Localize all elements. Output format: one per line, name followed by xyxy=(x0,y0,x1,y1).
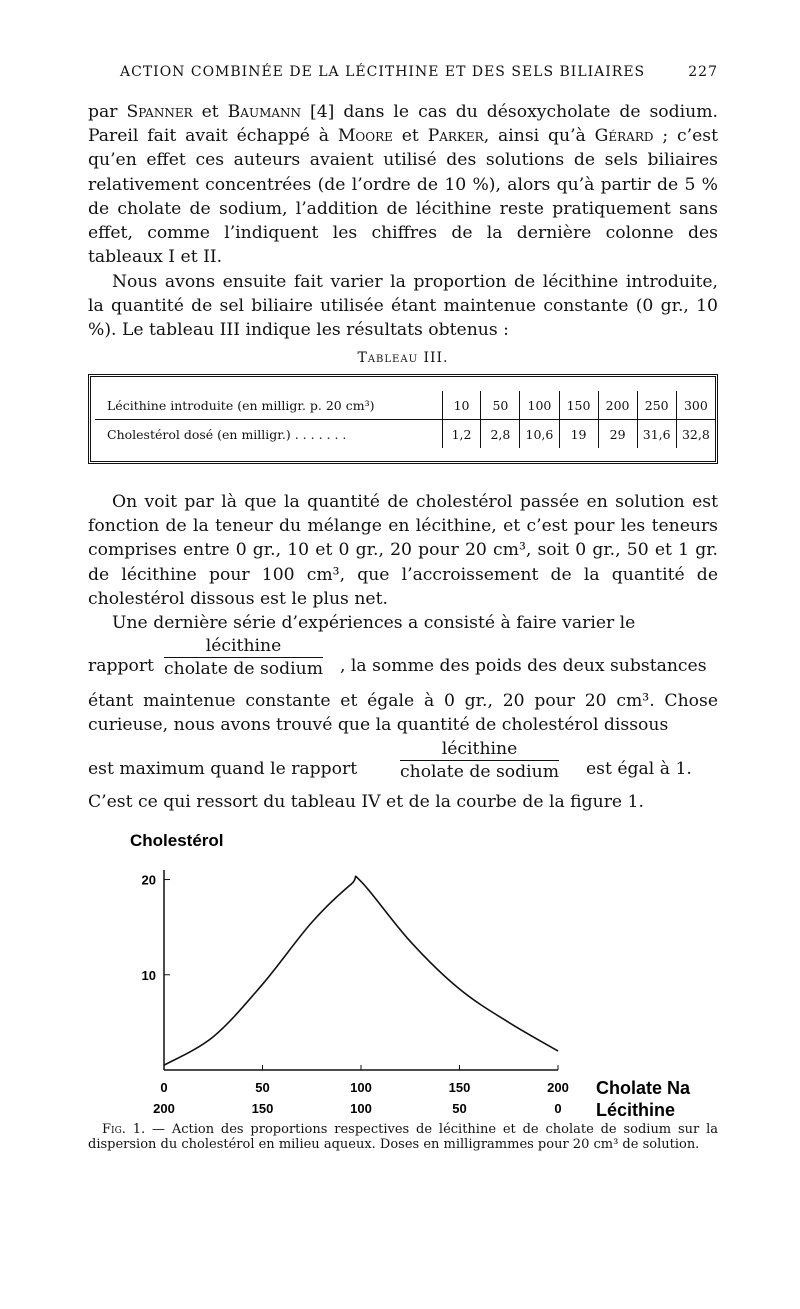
series-line xyxy=(164,876,558,1065)
figure-caption-text: — Action des proportions respectives de lécithine et de cholate de sodium sur la dispersion du cholestérol en milieu aqueux. Doses en milligrammes pour 20 cm³ de solution. xyxy=(88,1122,718,1152)
x-tick-label-lecithine: 50 xyxy=(452,1101,467,1116)
table-cell: 150 xyxy=(559,391,598,420)
y-tick-label: 20 xyxy=(141,872,156,888)
author-name: Baumann xyxy=(227,102,302,122)
fraction-numerator: lécithine xyxy=(400,738,559,761)
table-cell: 200 xyxy=(598,391,637,420)
y-tick-label: 10 xyxy=(141,967,156,983)
table-cell: 10 xyxy=(442,391,481,420)
x-tick-label-lecithine: 0 xyxy=(554,1101,562,1116)
table-cell: 250 xyxy=(637,391,676,420)
fraction-lecithine-cholate xyxy=(400,738,559,783)
author-name: Gérard xyxy=(594,126,654,147)
paragraph-1: par Spanner et Baumann [4] dans le cas du désoxycholate de sodium. Pareil fait avait échappé à Moore et Parker, ainsi qu’à Gérard ; c’est qu’en effet ces auteurs avaient utilisé des solutions de sels biliaires relativement concentrées (de l’ordre de 10 %), alors qu’à partir de 5 % de cholate de sodium, l’addition de lécithine reste pratiquement sans effet, comme l’indiquent les chiffres de la dernière colonne des tableaux I et II. xyxy=(88,102,718,268)
table-cell: 100 xyxy=(520,391,559,420)
row-label: Lécithine introduite (en milligr. p. 20 cm³) xyxy=(95,391,442,420)
paragraph-5: étant maintenue constante et égale à 0 gr., 20 pour 20 cm³. Chose curieuse, nous avons trouvé que la quantité de cholestérol dissous xyxy=(88,691,718,736)
paragraph-6: C’est ce qui ressort du tableau IV et de la courbe de la figure 1. xyxy=(88,792,644,812)
x-tick-label-cholate: 0 xyxy=(160,1080,168,1095)
x-tick-label-cholate: 200 xyxy=(547,1080,569,1095)
fraction-denominator: cholate de sodium xyxy=(400,762,560,782)
table-iii xyxy=(88,374,718,464)
x-tick-label-lecithine: 100 xyxy=(350,1101,372,1116)
figure-1-chart xyxy=(100,820,720,1120)
page-number: 227 xyxy=(688,64,718,80)
table-caption: Tableau III. xyxy=(357,350,449,366)
paragraph-2: Nous avons ensuite fait varier la proportion de lécithine introduite, la quantité de sel biliaire utilisée étant maintenue constante (0 gr., 10 %). Le tableau III indique les résultats obtenus : xyxy=(88,272,718,341)
paragraph-4: Une dernière série d’expériences a consisté à faire varier le xyxy=(112,613,636,633)
table-cell: 1,2 xyxy=(442,420,481,449)
x-axis-label-cholate: Cholate Na xyxy=(596,1078,691,1098)
x-tick-label-cholate: 100 xyxy=(350,1080,372,1095)
running-header xyxy=(88,64,718,86)
table-cell: 31,6 xyxy=(637,420,676,449)
x-tick-label-lecithine: 150 xyxy=(251,1101,274,1116)
author-name: Spanner xyxy=(126,102,193,122)
x-tick-label-lecithine: 200 xyxy=(153,1101,175,1116)
author-name: Parker xyxy=(427,126,484,147)
fraction-lecithine-cholate xyxy=(164,635,323,680)
x-tick-label-cholate: 50 xyxy=(255,1080,270,1095)
table-cell: 300 xyxy=(676,391,715,420)
figure-label: Fig. 1. xyxy=(102,1122,146,1137)
table-cell: 29 xyxy=(598,420,637,449)
table-cell: 10,6 xyxy=(520,420,559,449)
figure-caption xyxy=(88,1122,718,1152)
x-tick-label-cholate: 150 xyxy=(448,1080,471,1095)
table-cell: 32,8 xyxy=(676,420,715,449)
fraction-denominator: cholate de sodium xyxy=(164,659,324,679)
text-egal: est égal à 1. xyxy=(586,759,692,779)
y-axis-label: Cholestérol xyxy=(130,831,224,850)
running-title: ACTION COMBINÉE DE LA LÉCITHINE ET DES SELS BILIAIRES xyxy=(120,64,646,80)
x-axis-label-lecithine: Lécithine xyxy=(596,1100,676,1120)
paragraph-3: On voit par là que la quantité de cholestérol passée en solution est fonction de la teneur du mélange en lécithine, et c’est pour les teneurs comprises entre 0 gr., 10 et 0 gr., 20 pour 20 cm³, soit 0 gr., 50 et 1 gr. de lécithine pour 100 cm³, que l’accroissement de la quantité de cholestérol dissous est le plus net. xyxy=(88,492,718,609)
text-after-fraction: , la somme des poids des deux substances xyxy=(340,656,707,676)
text-maximum: est maximum quand le rapport xyxy=(88,759,358,779)
equation-line-1 xyxy=(88,635,718,697)
row-label: Cholestérol dosé (en milligr.) . . . . . . . xyxy=(107,426,347,442)
table-row xyxy=(95,391,715,420)
text-rapport: rapport xyxy=(88,656,154,676)
author-name: Moore xyxy=(337,126,393,147)
fraction-numerator: lécithine xyxy=(164,635,323,658)
table-cell: 50 xyxy=(481,391,520,420)
table-row xyxy=(95,420,715,449)
table-cell: 19 xyxy=(559,420,598,449)
table-cell: 2,8 xyxy=(481,420,520,449)
